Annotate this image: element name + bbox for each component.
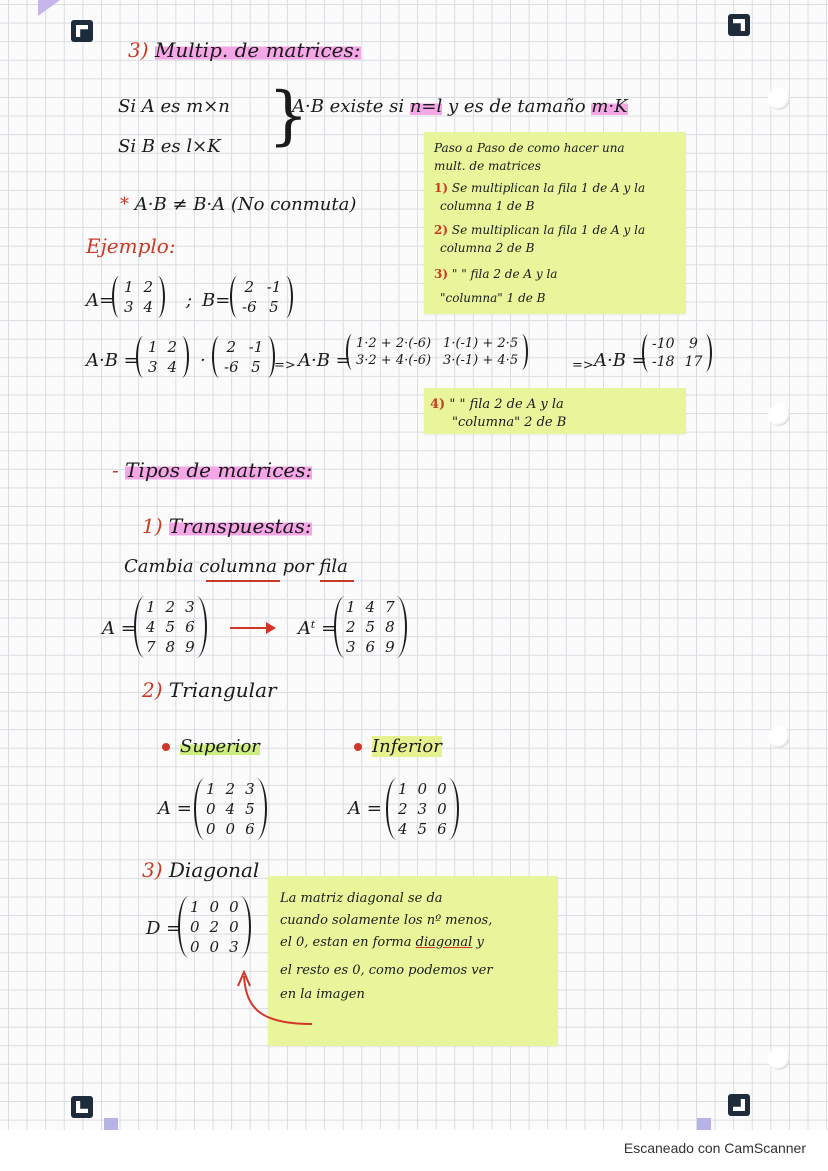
matrix-cell: 9	[689, 336, 698, 352]
binder-ring-hole-3	[768, 726, 790, 748]
diagonal-matrix	[178, 896, 251, 958]
matrix-cell: 0	[206, 800, 216, 818]
section-title: Multip. de matrices:	[154, 38, 361, 62]
step-1-number: 1)	[434, 181, 449, 195]
scan-corner-mark-bottom-right-icon	[728, 1094, 750, 1116]
product-matrix-A	[136, 336, 189, 378]
matrix-cell: -1	[266, 278, 282, 296]
binder-ring-hole-4	[768, 1048, 790, 1070]
matrix-cell: 2	[244, 278, 255, 296]
step-1-line-a	[434, 180, 645, 197]
product-matrix-B	[212, 336, 275, 378]
result-matrix	[642, 334, 712, 372]
matrix-cell: 1·(-1) + 2·5	[443, 336, 519, 351]
asterisk-mark: *	[120, 194, 129, 215]
result-label: A·B =	[594, 350, 647, 371]
diag-note-line-4: el resto es 0, como podemos ver	[280, 963, 493, 978]
matrix-cell: 0	[209, 898, 220, 916]
matrix-cell: 2	[346, 618, 356, 636]
matrix-cell: 7	[146, 638, 156, 656]
diagonal-D-label: D =	[146, 918, 182, 939]
scan-corner-mark-top-right-icon	[728, 14, 750, 36]
scan-corner-mark-top-left-icon	[71, 20, 93, 42]
step-2-text-a: Se multiplican la fila 1 de A y la	[451, 223, 646, 237]
steps-intro-2: mult. de matrices	[434, 159, 541, 173]
steps-intro-1: Paso a Paso de como hacer una	[434, 141, 625, 155]
binder-ring-hole-2	[768, 404, 790, 426]
matrix-cell: 4	[167, 358, 178, 376]
matrix-cell: 2	[143, 278, 154, 296]
matrix-cell: 5	[269, 298, 279, 316]
matrix-cell: 5	[165, 618, 176, 636]
superior-label-row	[162, 736, 260, 757]
diag-note-line-3-c: diagonal	[415, 935, 473, 950]
noncommute-line	[120, 194, 356, 215]
matrix-cell: 3	[229, 938, 239, 956]
matrix-cell: 1	[346, 598, 356, 616]
matrix-cell: 3	[185, 598, 195, 616]
matrix-cell: 3	[346, 638, 356, 656]
matrix-cell: 0	[225, 820, 236, 838]
matrix-cell: 7	[385, 598, 395, 616]
matrix-cell: 0	[209, 938, 220, 956]
example-matrix-B	[230, 276, 293, 318]
matrix-cell: 8	[385, 618, 395, 636]
matrix-cell: 2	[226, 338, 237, 356]
matrix-cell: 6	[245, 820, 255, 838]
rule-condition: n=l	[409, 96, 443, 117]
types-dash: -	[112, 458, 119, 482]
diag-note-line-3-a: el	[280, 935, 292, 950]
noncommute-text: A·B ≠ B·A (No conmuta)	[134, 194, 357, 215]
rule-size-text: y es de tamaño	[447, 96, 586, 117]
matrix-cell: 2	[225, 780, 236, 798]
example-B-label: B=	[202, 290, 231, 311]
scan-corner-mark-bottom-left-icon	[71, 1096, 93, 1118]
bullet-dot-icon	[162, 743, 170, 751]
matrix-cell: 2	[209, 918, 220, 936]
matrix-cell: 8	[165, 638, 176, 656]
matrix-cell: 1	[148, 338, 158, 356]
step-3-line-a	[434, 266, 557, 283]
matrix-cell: 2	[167, 338, 178, 356]
diagonal-curved-arrow-icon	[232, 968, 322, 1038]
matrix-cell: -6	[224, 358, 239, 376]
step-3-text-a: " " fila 2 de A y la	[451, 267, 558, 281]
diag-note-line-5: en la imagen	[280, 987, 365, 1002]
matrix-cell: -1	[248, 338, 264, 356]
matrix-cell: 2	[398, 800, 408, 818]
matrix-cell: 0	[437, 780, 447, 798]
matrix-cell: 0	[437, 800, 447, 818]
type-1-heading	[142, 514, 312, 538]
matrix-cell: 3	[148, 358, 158, 376]
superior-matrix	[194, 778, 267, 840]
diag-note-line-1: La matriz diagonal se da	[280, 891, 443, 906]
diag-note-line-3	[280, 934, 484, 951]
matrix-cell: 0	[206, 820, 216, 838]
rule-exists-text: A·B existe si	[292, 96, 405, 117]
matrix-cell: 4	[143, 298, 154, 316]
example-separator: ;	[186, 290, 193, 311]
ab-expression-label: A·B =	[298, 350, 351, 371]
type-1-description: Cambia columna por fila	[124, 556, 348, 577]
implies-arrow-2: =>	[572, 358, 594, 373]
matrix-cell: 4	[225, 800, 236, 818]
matrix-cell: 5	[245, 800, 255, 818]
matrix-cell: 6	[185, 618, 195, 636]
matrix-cell: -6	[242, 298, 257, 316]
inferior-label: Inferior	[372, 736, 442, 757]
product-label: A·B =	[86, 350, 139, 371]
camscanner-watermark: Escaneado con CamScanner	[623, 1140, 806, 1156]
matrix-cell: 0	[190, 918, 200, 936]
corner-tab-decoration	[38, 0, 60, 16]
underline-fila	[320, 580, 354, 582]
inferior-label-row	[354, 736, 442, 757]
transpose-arrow-line	[230, 627, 268, 629]
matrix-cell: 3	[245, 780, 255, 798]
matrix-cell: 4	[365, 598, 376, 616]
type-3-heading	[142, 858, 259, 882]
binder-ring-hole-1	[768, 88, 790, 110]
ab-expression-matrix	[346, 334, 528, 370]
type-2-title: Triangular	[168, 678, 277, 702]
type-1-number: 1)	[142, 514, 163, 538]
matrix-cell: 6	[437, 820, 447, 838]
matrix-cell: 2	[165, 598, 176, 616]
diag-note-line-3-d: y	[476, 935, 484, 950]
matrix-cell: 1·2 + 2·(-6)	[356, 336, 432, 351]
matrix-cell: 5	[365, 618, 376, 636]
diag-note-line-3-b: 0, estan en forma	[296, 935, 412, 950]
step-4-line-b: "columna" 2 de B	[452, 415, 567, 430]
diag-note-line-2: cuando solamente los nº menos,	[280, 913, 493, 928]
superior-A-label: A =	[158, 798, 192, 819]
step-1-text-a: Se multiplican la fila 1 de A y la	[451, 181, 646, 195]
example-matrix-A	[112, 276, 165, 318]
implies-arrow-1: =>	[274, 358, 296, 373]
inferior-matrix	[386, 778, 459, 840]
rule-brace: }	[268, 79, 309, 153]
matrix-cell: 1	[190, 898, 200, 916]
type-1-title: Transpuestas:	[168, 514, 312, 538]
type-2-heading	[142, 678, 277, 702]
type-3-number: 3)	[142, 858, 163, 882]
matrix-cell: 9	[185, 638, 195, 656]
section-number: 3)	[128, 38, 149, 62]
matrix-cell: 1	[398, 780, 408, 798]
transpose-At-label: Aᵗ =	[298, 618, 337, 639]
transpose-matrix-At	[334, 596, 407, 658]
superior-label: Superior	[180, 736, 260, 757]
transpose-arrow-icon	[266, 622, 276, 634]
matrix-cell: 1	[124, 278, 134, 296]
matrix-cell: 17	[684, 354, 703, 370]
transpose-matrix-A	[134, 596, 207, 658]
type-3-title: Diagonal	[168, 858, 260, 882]
section-heading	[128, 38, 361, 62]
matrix-cell: -18	[652, 354, 675, 370]
step-3-number: 3)	[434, 267, 449, 281]
bullet-dot-icon	[354, 743, 362, 751]
matrix-cell: 4	[146, 618, 156, 636]
matrix-cell: -10	[652, 336, 675, 352]
matrix-cell: 3·2 + 4·(-6)	[356, 353, 432, 368]
rule-line-2-left: Si B es l×K	[118, 136, 221, 157]
matrix-cell: 1	[206, 780, 216, 798]
matrix-cell: 5	[417, 820, 428, 838]
step-4-text-a: " " fila 2 de A y la	[449, 397, 564, 412]
types-heading	[112, 458, 312, 482]
step-2-line-a	[434, 222, 645, 239]
step-4-line-a	[430, 396, 564, 413]
inferior-A-label: A =	[348, 798, 382, 819]
rule-line-1-left: Si A es m×n	[118, 96, 230, 117]
matrix-cell: 3·(-1) + 4·5	[443, 353, 519, 368]
step-3-line-b: "columna" 1 de B	[440, 291, 546, 305]
matrix-cell: 0	[417, 780, 428, 798]
rule-result-size: m·K	[591, 96, 628, 117]
matrix-cell: 3	[124, 298, 134, 316]
rule-line-1-right	[292, 96, 628, 117]
step-4-number: 4)	[430, 397, 446, 412]
product-dot: ·	[200, 350, 206, 371]
step-2-number: 2)	[434, 223, 449, 237]
type-2-number: 2)	[142, 678, 163, 702]
matrix-cell: 0	[190, 938, 200, 956]
matrix-cell: 4	[398, 820, 408, 838]
matrix-cell: 1	[146, 598, 156, 616]
example-A-label: A=	[86, 290, 115, 311]
matrix-cell: 0	[229, 898, 239, 916]
matrix-cell: 9	[385, 638, 395, 656]
step-1-line-b: columna 1 de B	[440, 199, 535, 213]
matrix-cell: 0	[229, 918, 239, 936]
matrix-cell: 6	[365, 638, 376, 656]
example-label: Ejemplo:	[86, 234, 176, 258]
transpose-A-label: A =	[102, 618, 136, 639]
step-2-line-b: columna 2 de B	[440, 241, 535, 255]
underline-columna	[206, 580, 280, 582]
matrix-cell: 5	[251, 358, 261, 376]
types-title: Tipos de matrices:	[125, 458, 313, 482]
matrix-cell: 3	[417, 800, 428, 818]
